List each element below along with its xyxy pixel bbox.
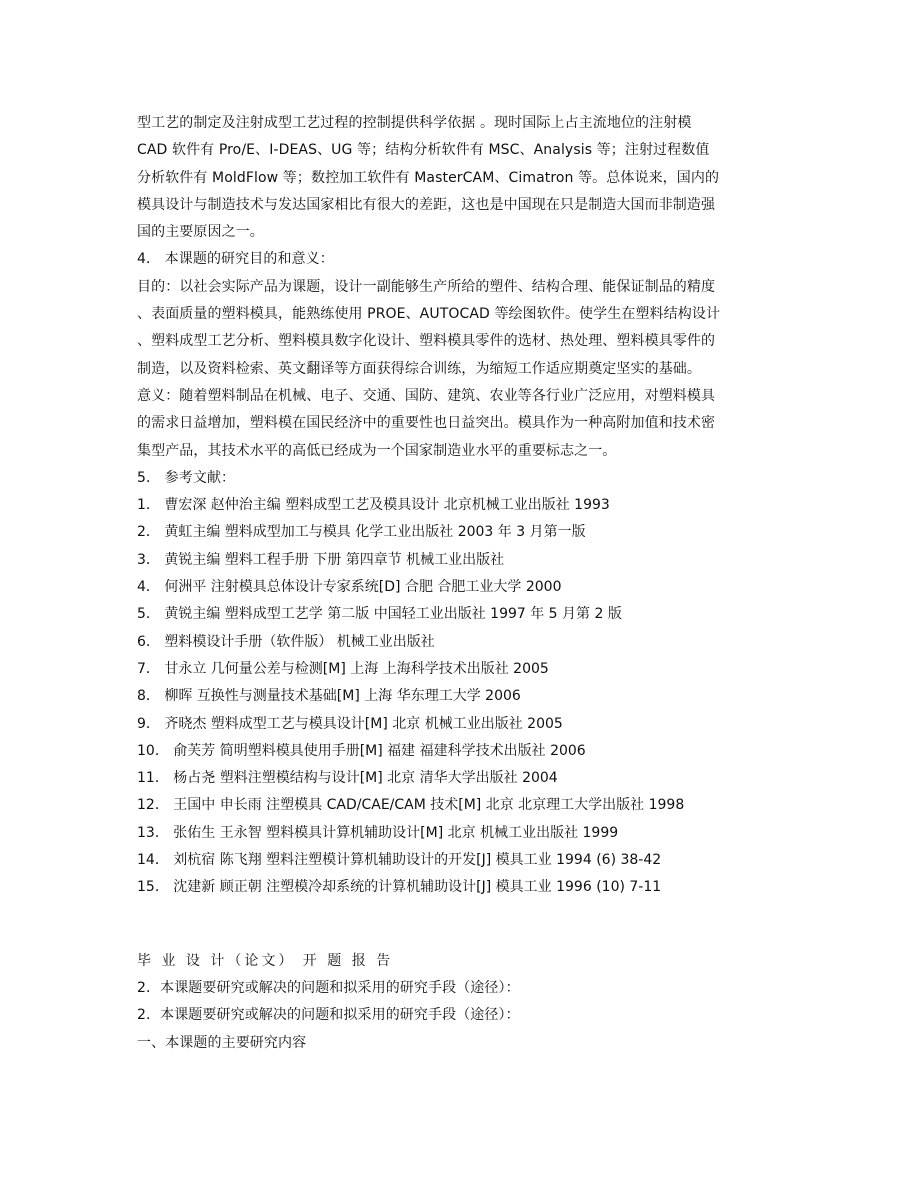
paragraph-line: CAD 软件有 Pro/E、I-DEAS、UG 等；结构分析软件有 MSC、Analysis 等；注射过程数值 — [137, 142, 710, 159]
report-subheading: 一、本课题的主要研究内容 — [137, 1034, 307, 1051]
reference-item: 10． 俞芙芳 简明塑料模具使用手册[M] 福建 福建科学技术出版社 2006 — [137, 742, 586, 759]
reference-item: 9． 齐晓杰 塑料成型工艺与模具设计[M] 北京 机械工业出版社 2005 — [137, 715, 563, 732]
report-title: 毕 业 设 计（论文） 开 题 报 告 — [137, 952, 394, 969]
paragraph-line: 集型产品，其技术水平的高低已经成为一个国家制造业水平的重要标志之一。 — [137, 442, 617, 459]
reference-item: 4． 何洲平 注射模具总体设计专家系统[D] 合肥 合肥工业大学 2000 — [137, 579, 562, 596]
section-gap — [137, 902, 787, 948]
reference-item: 7． 甘永立 几何量公差与检测[M] 上海 上海科学技术出版社 2005 — [137, 660, 549, 677]
reference-item: 8． 柳晖 互换性与测量技术基础[M] 上海 华东理工大学 2006 — [137, 688, 521, 705]
report-line: 2．本课题要研究或解决的问题和拟采用的研究手段（途径）： — [137, 979, 520, 996]
paragraph-line: 目的：以社会实际产品为课题，设计一副能够生产所给的塑件、结构合理、能保证制品的精度 — [137, 278, 716, 295]
section-heading-purpose: 4． 本课题的研究目的和意义： — [137, 251, 334, 268]
paragraph-line: 制造，以及资料检索、英文翻译等方面获得综合训练，为缩短工作适应期奠定坚实的基础。 — [137, 360, 701, 377]
paragraph-line: 分析软件有 MoldFlow 等；数控加工软件有 MasterCAM、Cimatron 等。总体说来，国内的 — [137, 169, 720, 186]
document-body — [137, 110, 787, 1057]
paragraph-line: 模具设计与制造技术与发达国家相比有很大的差距，这也是中国现在只是制造大国而非制造强 — [137, 196, 716, 213]
section-heading-references: 5． 参考文献： — [137, 469, 236, 486]
report-line: 2．本课题要研究或解决的问题和拟采用的研究手段（途径）： — [137, 1007, 520, 1024]
paragraph-line: 型工艺的制定及注射成型工艺过程的控制提供科学依据 。现时国际上占主流地位的注射模 — [137, 115, 692, 131]
reference-item: 15． 沈建新 顾正朝 注塑模冷却系统的计算机辅助设计[J] 模具工业 1996 (10) 7-11 — [137, 879, 662, 896]
reference-item: 12． 王国中 申长雨 注塑模具 CAD/CAE/CAM 技术[M] 北京 北京理工大学出版社 1998 — [137, 797, 685, 814]
reference-item: 5． 黄锐主编 塑料成型工艺学 第二版 中国轻工业出版社 1997 年 5 月第 2 版 — [137, 606, 622, 623]
reference-item: 13． 张佑生 王永智 塑料模具计算机辅助设计[M] 北京 机械工业出版社 1999 — [137, 824, 619, 841]
paragraph-line: 意义：随着塑料制品在机械、电子、交通、国防、建筑、农业等各行业广泛应用，对塑料模具 — [137, 387, 716, 404]
reference-item: 3． 黄锐主编 塑料工程手册 下册 第四章节 机械工业出版社 — [137, 551, 505, 568]
reference-item: 2． 黄虹主编 塑料成型加工与模具 化学工业出版社 2003 年 3 月第一版 — [137, 524, 586, 541]
paragraph-line: 国的主要原因之一。 — [137, 224, 264, 241]
reference-item: 1． 曹宏深 赵仲治主编 塑料成型工艺及模具设计 北京机械工业出版社 1993 — [137, 497, 610, 514]
reference-item: 11． 杨占尧 塑料注塑模结构与设计[M] 北京 清华大学出版社 2004 — [137, 770, 558, 787]
paragraph-line: 、塑料成型工艺分析、塑料模具数字化设计、塑料模具零件的选材、热处理、塑料模具零件的 — [137, 333, 716, 350]
reference-item: 14． 刘杭宿 陈飞翔 塑料注塑模计算机辅助设计的开发[J] 模具工业 1994 (6) 38-42 — [137, 852, 662, 869]
paragraph-line: 的需求日益增加，塑料模在国民经济中的重要性也日益突出。模具作为一种高附加值和技术密 — [137, 415, 716, 432]
reference-item: 6． 塑料模设计手册（软件版） 机械工业出版社 — [137, 633, 435, 650]
paragraph-line: 、表面质量的塑料模具，能熟练使用 PROE、AUTOCAD 等绘图软件。使学生在塑料结构设计 — [137, 306, 721, 323]
